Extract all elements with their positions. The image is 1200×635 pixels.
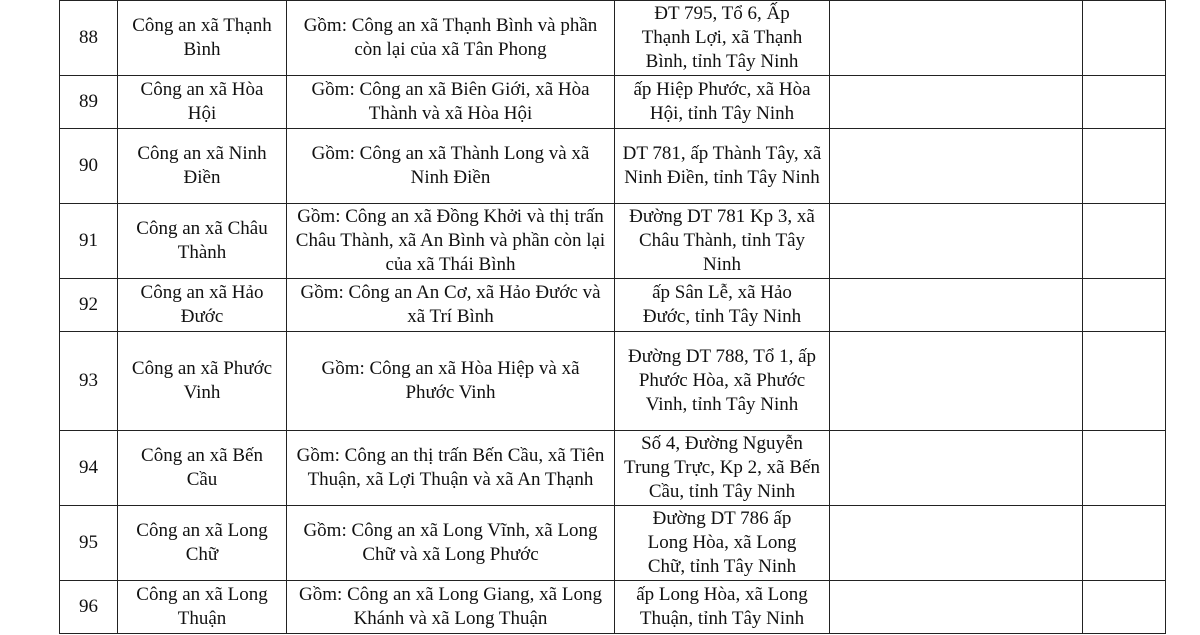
empty-cell xyxy=(1083,204,1166,279)
table-row xyxy=(60,76,1166,129)
row-number: 88 xyxy=(60,1,118,76)
station-address: Đường DT 788, Tổ 1, ấp Phước Hòa, xã Phước Vinh, tỉnh Tây Ninh xyxy=(615,332,830,431)
station-name: Công an xã Châu Thành xyxy=(118,204,287,279)
station-name: Công an xã Long Thuận xyxy=(118,581,287,634)
merge-description: Gồm: Công an xã Long Vĩnh, xã Long Chữ và xã Long Phước xyxy=(287,506,615,581)
empty-cell xyxy=(1083,279,1166,332)
table-row xyxy=(60,332,1166,431)
station-name: Công an xã Bến Cầu xyxy=(118,431,287,506)
row-number: 91 xyxy=(60,204,118,279)
table-row xyxy=(60,204,1166,279)
empty-cell xyxy=(830,431,1083,506)
merge-description: Gồm: Công an xã Thạnh Bình và phần còn lại của xã Tân Phong xyxy=(287,1,615,76)
station-name: Công an xã Hảo Đước xyxy=(118,279,287,332)
station-name: Công an xã Hòa Hội xyxy=(118,76,287,129)
merge-description: Gồm: Công an An Cơ, xã Hảo Đước và xã Trí Bình xyxy=(287,279,615,332)
police-station-table xyxy=(59,0,1166,634)
row-number: 90 xyxy=(60,129,118,204)
station-address: Đường DT 781 Kp 3, xã Châu Thành, tỉnh Tây Ninh xyxy=(615,204,830,279)
empty-cell xyxy=(830,1,1083,76)
merge-description: Gồm: Công an xã Thành Long và xã Ninh Điền xyxy=(287,129,615,204)
empty-cell xyxy=(830,76,1083,129)
empty-cell xyxy=(830,581,1083,634)
station-name: Công an xã Phước Vinh xyxy=(118,332,287,431)
empty-cell xyxy=(830,332,1083,431)
station-name: Công an xã Thạnh Bình xyxy=(118,1,287,76)
empty-cell xyxy=(1083,332,1166,431)
table-row xyxy=(60,431,1166,506)
row-number: 89 xyxy=(60,76,118,129)
merge-description: Gồm: Công an thị trấn Bến Cầu, xã Tiên Thuận, xã Lợi Thuận và xã An Thạnh xyxy=(287,431,615,506)
table-row xyxy=(60,129,1166,204)
station-address: ĐT 795, Tổ 6, Ấp Thạnh Lợi, xã Thạnh Bình, tỉnh Tây Ninh xyxy=(615,1,830,76)
empty-cell xyxy=(1083,1,1166,76)
empty-cell xyxy=(1083,431,1166,506)
table-row xyxy=(60,581,1166,634)
station-address: Đường DT 786 ấp Long Hòa, xã Long Chữ, tỉnh Tây Ninh xyxy=(615,506,830,581)
row-number: 94 xyxy=(60,431,118,506)
station-name: Công an xã Ninh Điền xyxy=(118,129,287,204)
merge-description: Gồm: Công an xã Hòa Hiệp và xã Phước Vinh xyxy=(287,332,615,431)
merge-description: Gồm: Công an xã Đồng Khởi và thị trấn Châu Thành, xã An Bình và phần còn lại của xã Thái Bình xyxy=(287,204,615,279)
empty-cell xyxy=(1083,581,1166,634)
station-name: Công an xã Long Chữ xyxy=(118,506,287,581)
empty-cell xyxy=(830,279,1083,332)
row-number: 92 xyxy=(60,279,118,332)
merge-description: Gồm: Công an xã Biên Giới, xã Hòa Thành và xã Hòa Hội xyxy=(287,76,615,129)
station-address: Số 4, Đường Nguyễn Trung Trực, Kp 2, xã Bến Cầu, tỉnh Tây Ninh xyxy=(615,431,830,506)
merge-description: Gồm: Công an xã Long Giang, xã Long Khánh và xã Long Thuận xyxy=(287,581,615,634)
empty-cell xyxy=(830,204,1083,279)
table-row xyxy=(60,1,1166,76)
table-row xyxy=(60,279,1166,332)
empty-cell xyxy=(1083,76,1166,129)
empty-cell xyxy=(1083,506,1166,581)
station-address: ấp Hiệp Phước, xã Hòa Hội, tỉnh Tây Ninh xyxy=(615,76,830,129)
empty-cell xyxy=(830,129,1083,204)
row-number: 95 xyxy=(60,506,118,581)
table-row xyxy=(60,506,1166,581)
empty-cell xyxy=(830,506,1083,581)
station-address: ấp Sân Lễ, xã Hảo Đước, tỉnh Tây Ninh xyxy=(615,279,830,332)
station-address: DT 781, ấp Thành Tây, xã Ninh Điền, tỉnh Tây Ninh xyxy=(615,129,830,204)
empty-cell xyxy=(1083,129,1166,204)
row-number: 93 xyxy=(60,332,118,431)
row-number: 96 xyxy=(60,581,118,634)
station-address: ấp Long Hòa, xã Long Thuận, tỉnh Tây Ninh xyxy=(615,581,830,634)
